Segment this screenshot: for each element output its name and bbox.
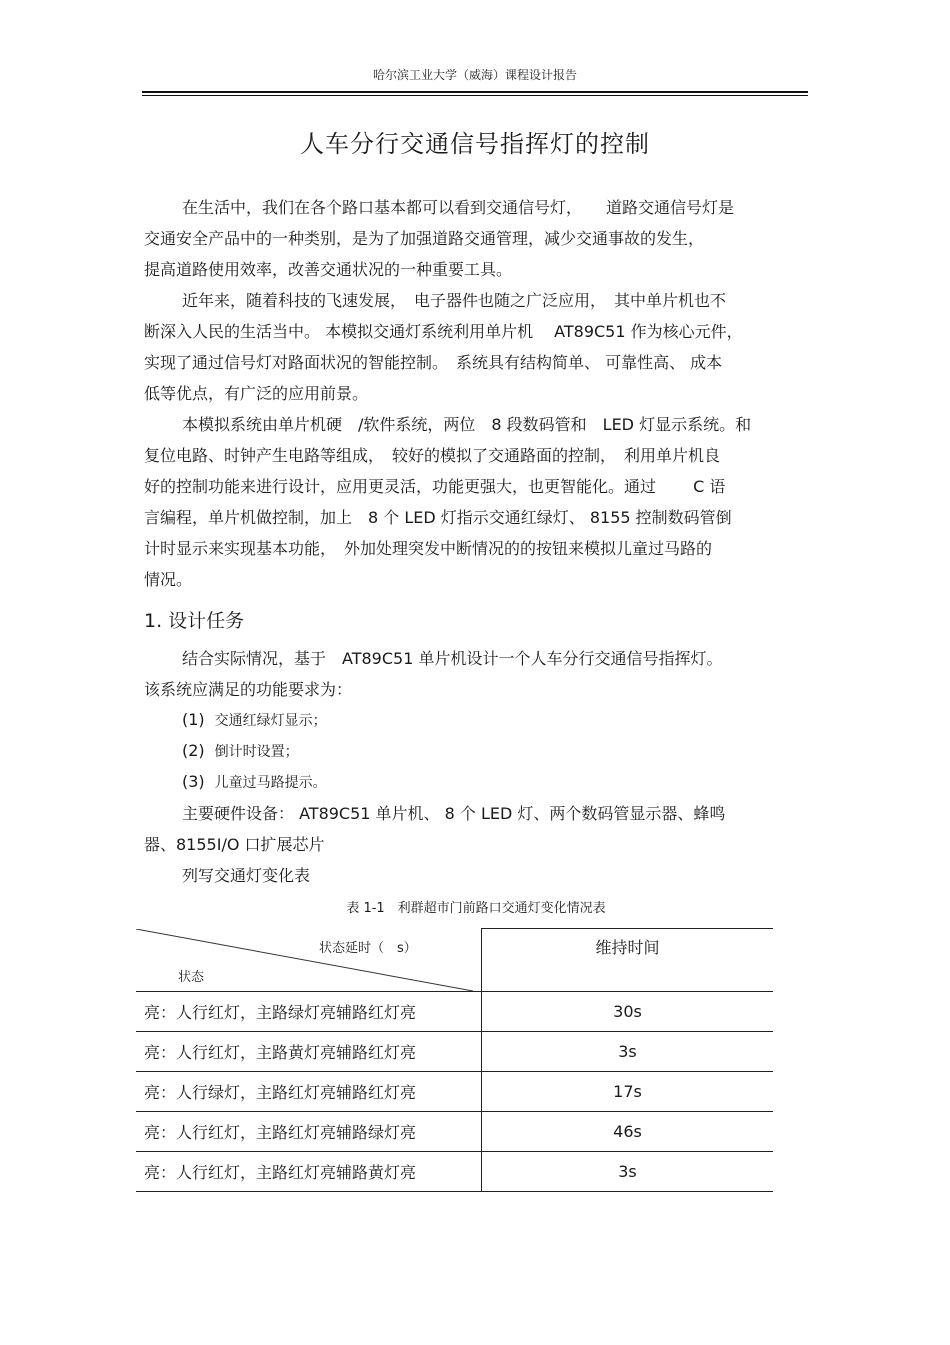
document-body: [144, 192, 808, 919]
paragraph-line: 主要硬件设备： AT89C51 单片机、 8 个 LED 灯、两个数码管显示器、蜂鸣: [182, 804, 726, 823]
table-caption: 表 1-1 利群超市门前路口交通灯变化情况表: [346, 901, 606, 916]
list-number: (3): [182, 772, 205, 791]
table-row: [136, 991, 773, 1031]
time-cell: 46s: [482, 1111, 774, 1151]
requirements-list: [144, 705, 808, 798]
table-row: [136, 1111, 773, 1151]
hardware-paragraph: [144, 798, 808, 860]
list-item: [144, 736, 808, 767]
time-cell: 3s: [482, 1151, 774, 1191]
table-row: [136, 1151, 773, 1191]
section-heading-design-task: 1. 设计任务: [144, 610, 245, 632]
state-cell: 亮：人行红灯，主路红灯亮辅路绿灯亮: [136, 1111, 482, 1151]
list-item: [144, 705, 808, 736]
state-cell: 亮：人行红灯，主路红灯亮辅路黄灯亮: [136, 1151, 482, 1191]
paragraph-3: [144, 409, 808, 595]
paragraph-line: 低等优点，有广泛的应用前景。: [144, 384, 369, 403]
document-title: 人车分行交通信号指挥灯的控制: [300, 130, 650, 158]
list-number: (1): [182, 710, 205, 729]
state-cell: 亮：人行红灯，主路黄灯亮辅路红灯亮: [136, 1031, 482, 1071]
paragraph-line: 交通安全产品中的一种类别，是为了加强道路交通管理，减少交通事故的发生，: [144, 229, 705, 248]
header-rule-thick: [142, 91, 808, 93]
header-state-label: 状态: [178, 969, 205, 985]
list-text: 交通红绿灯显示；: [214, 713, 327, 729]
paragraph-line: 结合实际情况，基于 AT89C51 单片机设计一个人车分行交通信号指挥灯。: [182, 649, 723, 668]
paragraph-line: 实现了通过信号灯对路面状况的智能控制。 系统具有结构简单、 可靠性高、 成本: [144, 353, 723, 372]
paragraph-line: 情况。: [144, 570, 193, 589]
paragraph-line: 该系统应满足的功能要求为：: [144, 680, 353, 699]
list-text: 倒计时设置；: [214, 744, 299, 760]
time-cell: 17s: [482, 1071, 774, 1111]
table-diagonal-header: [136, 929, 482, 992]
paragraph-line: 器、8155I/O 口扩展芯片: [144, 835, 325, 854]
list-item: [144, 767, 808, 798]
time-cell: 3s: [482, 1031, 774, 1071]
table-header-row: [136, 929, 773, 992]
paragraph-line: 断深入人民的生活当中。 本模拟交通灯系统利用单片机 AT89C51 作为核心元件，: [144, 322, 743, 341]
table-row: [136, 1031, 773, 1071]
paragraph-line: 本模拟系统由单片机硬 /软件系统，两位 8 段数码管和 LED 灯显示系统。和: [182, 415, 752, 434]
paragraph-2: [144, 285, 808, 409]
paragraph-1: [144, 192, 808, 285]
list-text: 儿童过马路提示。: [214, 775, 327, 791]
state-cell: 亮：人行绿灯，主路红灯亮辅路红灯亮: [136, 1071, 482, 1111]
task-paragraph: [144, 643, 808, 705]
page-header: 哈尔滨工业大学（威海）课程设计报告: [372, 68, 577, 82]
state-cell: 亮：人行红灯，主路绿灯亮辅路红灯亮: [136, 991, 482, 1031]
paragraph-line: 在生活中，我们在各个路口基本都可以看到交通信号灯， 道路交通信号灯是: [182, 198, 735, 217]
paragraph-line: 近年来，随着科技的飞速发展， 电子器件也随之广泛应用， 其中单片机也不: [182, 291, 727, 310]
traffic-light-table: [136, 928, 773, 1192]
header-duration: 维持时间: [482, 929, 774, 992]
list-number: (2): [182, 741, 205, 760]
paragraph-line: 计时显示来实现基本功能， 外加处理突发中断情况的的按钮来模拟儿童过马路的: [144, 539, 713, 558]
paragraph-line: 好的控制功能来进行设计，应用更灵活，功能更强大，也更智能化。通过 C 语: [144, 477, 726, 496]
header-rule-thin: [142, 95, 808, 96]
header-delay-label: 状态延时（ s）: [319, 940, 417, 956]
table-row: [136, 1071, 773, 1111]
paragraph-line: 言编程，单片机做控制，加上 8 个 LED 灯指示交通红绿灯、 8155 控制数码管倒: [144, 508, 732, 527]
time-cell: 30s: [482, 991, 774, 1031]
paragraph-line: 提高道路使用效率，改善交通状况的一种重要工具。: [144, 260, 513, 279]
table-intro: 列写交通灯变化表: [182, 866, 311, 885]
paragraph-line: 复位电路、时钟产生电路等组成， 较好的模拟了交通路面的控制， 利用单片机良: [144, 446, 721, 465]
